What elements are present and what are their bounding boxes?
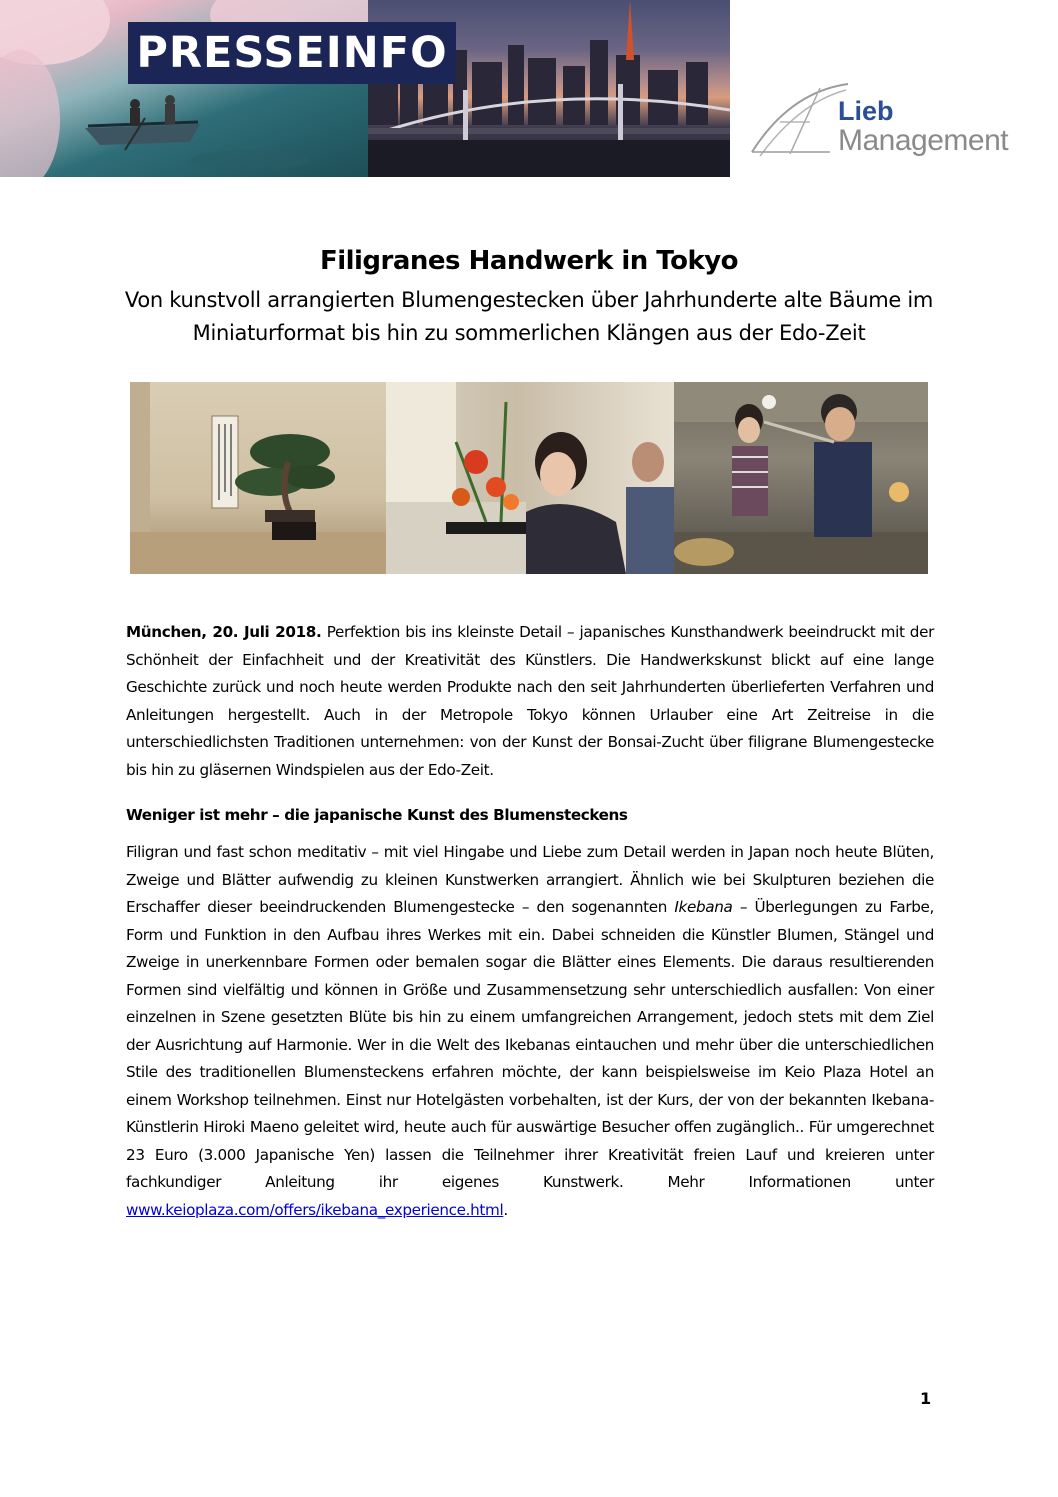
section-text-c: . xyxy=(503,1200,508,1219)
workshop-illustration xyxy=(674,382,928,574)
photo-strip xyxy=(130,382,928,574)
presseinfo-label: PRESSEINFO xyxy=(128,22,456,84)
keioplaza-link[interactable]: www.keioplaza.com/offers/ikebana_experience.html xyxy=(126,1200,504,1219)
section-paragraph xyxy=(126,839,934,1224)
logo-swoosh-icon xyxy=(750,82,850,162)
glass-wind-chime-workshop-photo xyxy=(674,382,928,574)
ikebana-photo xyxy=(386,382,674,574)
bonsai-illustration xyxy=(130,382,386,574)
section-text-a: Filigran und fast schon meditativ – mit viel Hingabe und Liebe zum Detail werden in Japan noch heute Blüten, Zweige und Blätter aufwendig zu kleinen Kunstwerken arrangiert. Ähnlich wie bei Skulpturen beziehen die Erschaffer dieser beeindruckenden Blumengestecke – den sogenannten xyxy=(126,843,934,916)
intro-paragraph xyxy=(126,619,934,784)
ikebana-term: Ikebana xyxy=(674,898,733,916)
page-subtitle: Von kunstvoll arrangierten Blumengestecken über Jahrhunderte alte Bäume im Miniaturformat bis hin zu sommerlichen Klängen aus der Edo-Zeit xyxy=(124,288,934,345)
page-title: Filigranes Handwerk in Tokyo xyxy=(319,246,739,276)
intro-text: Perfektion bis ins kleinste Detail – japanisches Kunsthandwerk beeindruckt mit der Schönheit der Einfachheit und der Kreativität des Künstlers. Die Handwerkskunst blickt auf eine lange Geschichte zurück und noch heute werden Produkte nach den seit Jahrhunderten überlieferten Verfahren und Anleitungen hergestellt. Auch in der Metropole Tokyo können Urlauber eine Art Zeitreise in die unterschiedlichsten Traditionen unternehmen: von der Kunst der Bonsai-Zucht über filigrane Blumengestecke bis hin zu gläsernen Windspielen aus der Edo-Zeit. xyxy=(126,623,934,779)
ikebana-illustration xyxy=(386,382,674,574)
page-number: 1 xyxy=(920,1389,932,1408)
header-banner xyxy=(0,0,1058,177)
bonsai-photo xyxy=(130,382,386,574)
logo-text-management: Management xyxy=(838,124,1009,157)
section-heading: Weniger ist mehr – die japanische Kunst des Blumensteckens xyxy=(126,806,628,824)
dateline: München, 20. Juli 2018. xyxy=(126,623,322,641)
section-text-b: – Überlegungen zu Farbe, Form und Funktion in den Aufbau ihres Werkes mit ein. Dabei schneiden die Künstler Blumen, Stängel und Zweige in unerkennbare Formen oder bemalen sogar die Blätter eines Elements. Die daraus resultierenden Formen sind vielfältig und können in Größe und Zusammensetzung sehr unterschiedlich ausfallen: Von einer einzelnen in Szene gesetzten Blüte bis hin zu einem umfangreichen Arrangement, jedoch stets mit dem Ziel der Ausrichtung auf Harmonie. Wer in die Welt des Ikebanas eintauchen und mehr über die unterschiedlichen Stile des traditionellen Blumensteckens erfahren möchte, der kann beispielsweise im Keio Plaza Hotel an einem Workshop teilnehmen. Einst nur Hotelgästen vorbehalten, ist der Kurs, der von der bekannten Ikebana-Künstlerin Hiroki Maeno geleitet wird, heute auch für auswärtige Besucher offen zugänglich.. Für umgerechnet 23 Euro (3.000 Japanische Yen) lassen die Teilnehmer ihrer Kreativität freien Lauf und kreieren unter fachkundiger Anleitung ihr eigenes Kunstwerk. Mehr Informationen unter xyxy=(126,898,934,1191)
lieb-management-logo xyxy=(750,82,1050,162)
logo-text-lieb: Lieb xyxy=(838,96,894,126)
